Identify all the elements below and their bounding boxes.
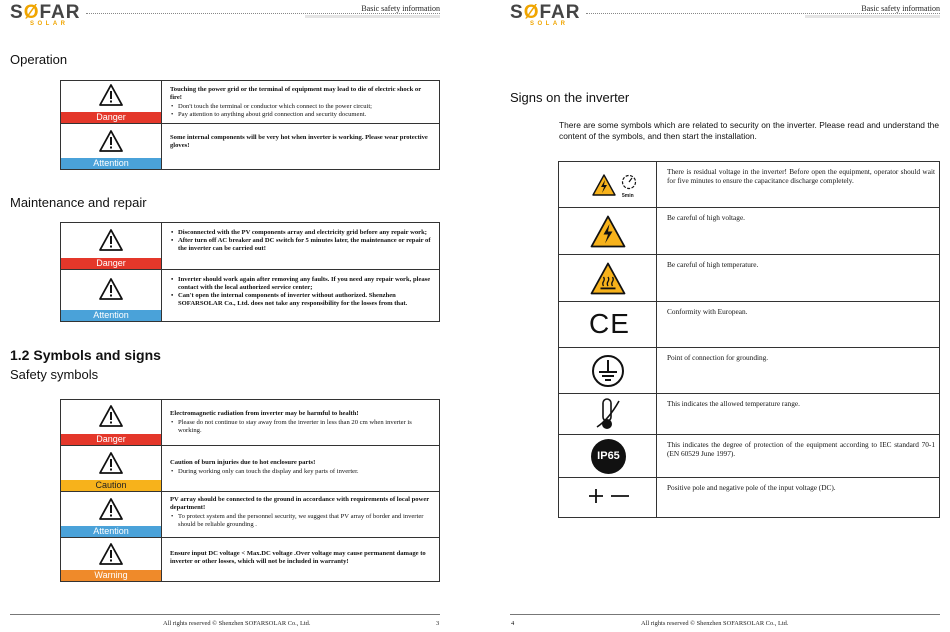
attention-label: Attention [61, 310, 161, 321]
warning-triangle-icon [99, 229, 123, 251]
operation-danger-heading: Touching the power grid or the terminal of equipment may lead to die of electric shock or fire! [170, 86, 422, 101]
header-rule [586, 13, 940, 14]
page-number: 3 [436, 620, 440, 627]
danger-icon-cell [61, 400, 162, 446]
attention-label: Attention [61, 526, 161, 537]
sign-symbol-cell [559, 302, 657, 348]
list-item: • Disconnected with the PV components array and electricity grid before any repair work; [170, 229, 433, 237]
high-temperature-icon [590, 262, 626, 295]
grounding-icon [591, 354, 625, 388]
footer-rule [10, 614, 440, 615]
warning-label: Warning [61, 570, 161, 581]
table-row [559, 302, 940, 348]
logo-main: SØFAR [10, 2, 81, 23]
attention-icon-cell [61, 492, 162, 538]
table-row [61, 446, 440, 492]
sign-symbol-cell [559, 348, 657, 394]
footer-copyright: All rights reserved © Shenzhen SOFARSOLAR Co., Ltd. [641, 620, 789, 627]
table-row [61, 81, 440, 124]
warning-triangle-icon [99, 452, 123, 474]
header-bar [805, 15, 940, 18]
list-item: • To protect system and the personnel security, we suggest that PV array of border and inverter should be reliable grounding . [170, 513, 433, 529]
five-min-label: 5min [622, 193, 634, 199]
maintenance-danger-text [162, 223, 440, 270]
warning-icon-cell [61, 538, 162, 582]
sign-description: Be careful of high voltage. [657, 208, 940, 255]
footer-copyright: All rights reserved © Shenzhen SOFARSOLAR Co., Ltd. [163, 620, 311, 627]
caution-label: Caution [61, 480, 161, 491]
safety-symbols-heading: Safety symbols [10, 367, 99, 382]
warning-triangle-icon [99, 84, 123, 106]
maintenance-heading: Maintenance and repair [10, 195, 147, 210]
caution-icon-cell [61, 446, 162, 492]
signs-heading: Signs on the inverter [510, 90, 630, 105]
sofar-logo [10, 3, 80, 27]
list-item: • Inverter should work again after removing any faults. If you need any repair work, please contact with the local authorized service center; [170, 276, 433, 292]
sign-symbol-cell [559, 255, 657, 302]
header-section-label: Basic safety information [861, 4, 940, 13]
dc-voltage-heading: Ensure input DC voltage < Max.DC voltage .Over voltage may cause permanent damage to inverter or other losses, which will not be included in warranty! [170, 550, 426, 565]
danger-label: Danger [61, 258, 161, 269]
operation-attention-heading: Some internal components will be very hot when inverter is working. Please wear protective gloves! [170, 134, 428, 149]
header-bar [305, 15, 440, 18]
table-row [559, 394, 940, 435]
table-row [61, 492, 440, 538]
ip65-icon: IP65 [591, 439, 626, 474]
table-row [61, 223, 440, 270]
pv-ground-attention-text [162, 492, 440, 538]
warning-triangle-icon [99, 405, 123, 427]
safety-symbols-table [60, 399, 440, 582]
burn-heading: Caution of burn injuries due to hot enclosure parts! [170, 459, 316, 466]
sign-description: Conformity with European. [657, 302, 940, 348]
emr-heading: Electromagnetic radiation from inverter may be harmful to health! [170, 410, 359, 417]
plus-minus-icon [587, 487, 631, 505]
table-row [61, 124, 440, 170]
sofar-logo [510, 3, 580, 27]
ce-mark-icon: CE [589, 308, 630, 339]
sign-description: There is residual voltage in the inverter! Before open the equipment, operator should wait for five minutes to ensure the capacitance discharge completely. [657, 162, 940, 208]
sign-symbol-cell [559, 162, 657, 208]
warning-triangle-icon [99, 498, 123, 520]
pv-ground-heading: PV array should be connected to the ground in accordance with requirements of local power department! [170, 496, 430, 511]
warning-triangle-icon [99, 543, 123, 565]
attention-icon-cell [61, 124, 162, 170]
footer-rule [510, 614, 940, 615]
sign-symbol-cell [559, 478, 657, 518]
list-item: • After turn off AC breaker and DC switch for 5 minutes later, the maintenance or repair of the inverter can be carried out! [170, 237, 433, 253]
logo-main: SØFAR [510, 2, 581, 23]
page-number: 4 [511, 620, 515, 627]
list-item: • During working only can touch the display and key parts of inverter. [170, 468, 433, 476]
symbols-heading: 1.2 Symbols and signs [10, 347, 161, 363]
burn-caution-text [162, 446, 440, 492]
table-row [559, 255, 940, 302]
right-page [475, 0, 950, 632]
table-row [559, 435, 940, 478]
danger-icon-cell [61, 81, 162, 124]
maintenance-table [60, 222, 440, 322]
dc-voltage-warning-text [162, 538, 440, 582]
table-row [559, 162, 940, 208]
high-voltage-icon [590, 215, 626, 248]
signs-intro: There are some symbols which are related to security on the inverter. Please read and understand the content of the symbols, and then start the installation. [559, 120, 939, 141]
sign-description: Point of connection for grounding. [657, 348, 940, 394]
sign-symbol-cell [559, 208, 657, 255]
table-row [61, 400, 440, 446]
operation-heading: Operation [10, 52, 68, 67]
sign-symbol-cell [559, 435, 657, 478]
sign-description: Positive pole and negative pole of the input voltage (DC). [657, 478, 940, 518]
table-row [559, 348, 940, 394]
warning-triangle-icon [99, 278, 123, 300]
maintenance-attention-text [162, 270, 440, 322]
table-row [61, 270, 440, 322]
temperature-range-icon [593, 397, 623, 431]
sign-description: This indicates the allowed temperature range. [657, 394, 940, 435]
logo-sub: SOLAR [530, 21, 569, 27]
operation-table [60, 80, 440, 170]
table-row [559, 478, 940, 518]
attention-icon-cell [61, 270, 162, 322]
header-rule [86, 13, 440, 14]
sign-symbol-cell [559, 394, 657, 435]
danger-label: Danger [61, 434, 161, 445]
list-item: • Please do not continue to stay away from the inverter in less than 20 cm when inverter is working. [170, 419, 433, 435]
danger-icon-cell [61, 223, 162, 270]
high-voltage-icon [592, 174, 616, 196]
logo-sub: SOLAR [30, 21, 69, 27]
danger-label: Danger [61, 112, 161, 123]
signs-table [558, 161, 940, 518]
attention-label: Attention [61, 158, 161, 169]
list-item: • Can't open the internal components of inverter without authorized. Shenzhen SOFARSOLAR Co., Ltd. does not take any responsibility for the losses from that. [170, 292, 433, 308]
list-item: • Pay attention to anything about grid connection and security document. [170, 111, 433, 119]
header-section-label: Basic safety information [361, 4, 440, 13]
table-row [61, 538, 440, 582]
operation-attention-text [162, 124, 440, 170]
list-item: • Don't touch the terminal or conductor which connect to the power circuit; [170, 103, 433, 111]
emr-danger-text [162, 400, 440, 446]
table-row [559, 208, 940, 255]
sign-description: Be careful of high temperature. [657, 255, 940, 302]
sign-description: This indicates the degree of protection of the equipment according to IEC standard 70-1 (EN 60529 June 1997). [657, 435, 940, 478]
operation-danger-text [162, 81, 440, 124]
warning-triangle-icon [99, 130, 123, 152]
timer-icon [621, 174, 637, 190]
